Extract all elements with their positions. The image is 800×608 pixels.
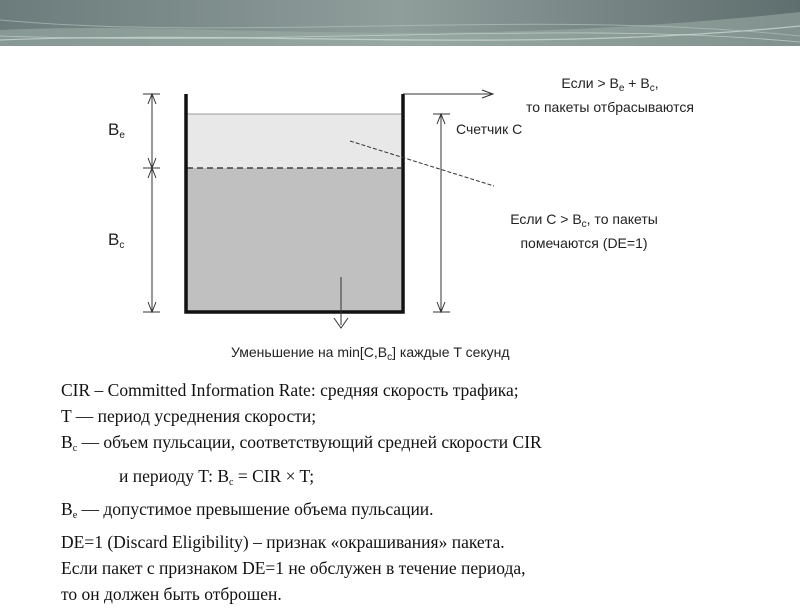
bc-label: $B_c$ xyxy=(108,230,125,251)
decrease-note: Уменьшение на $\min[C,B_c]$ каждые T секунд xyxy=(231,344,510,363)
description-block xyxy=(61,377,781,608)
be-label: $B_e$ xyxy=(108,120,125,141)
desc-line-t: T — период усреднения скорости; xyxy=(61,406,317,427)
counter-label: Счетчик С xyxy=(456,121,523,137)
desc-line-discard-1: Если пакет с признаком DE=1 не обслужен в течение периода, xyxy=(61,558,526,579)
desc-line-be: $B_e$ — допустимое превышение объема пульсации. xyxy=(61,498,434,521)
bucket-excess-zone xyxy=(187,114,401,168)
desc-line-bc: $B_c$ — объем пульсации, соответствующий средней скорости CIR xyxy=(61,432,542,455)
desc-line-discard-2: то он должен быть отброшен. xyxy=(61,584,282,605)
bucket-committed-zone xyxy=(187,168,401,311)
desc-line-cir: CIR – Committed Information Rate: средняя скорость трафика; xyxy=(61,380,519,400)
mark-note: Если $С > B_c$, то пакеты помечаются (DE=1) xyxy=(510,211,658,251)
overflow-note: Если > $B_e + B_c$, то пакеты отбрасываются xyxy=(526,75,694,115)
desc-line-de: DE=1 (Discard Eligibility) – признак «окрашивания» пакета. xyxy=(61,532,505,553)
desc-line-bc-formula: и периоду T: $B_c$ = CIR × T; xyxy=(119,465,315,488)
